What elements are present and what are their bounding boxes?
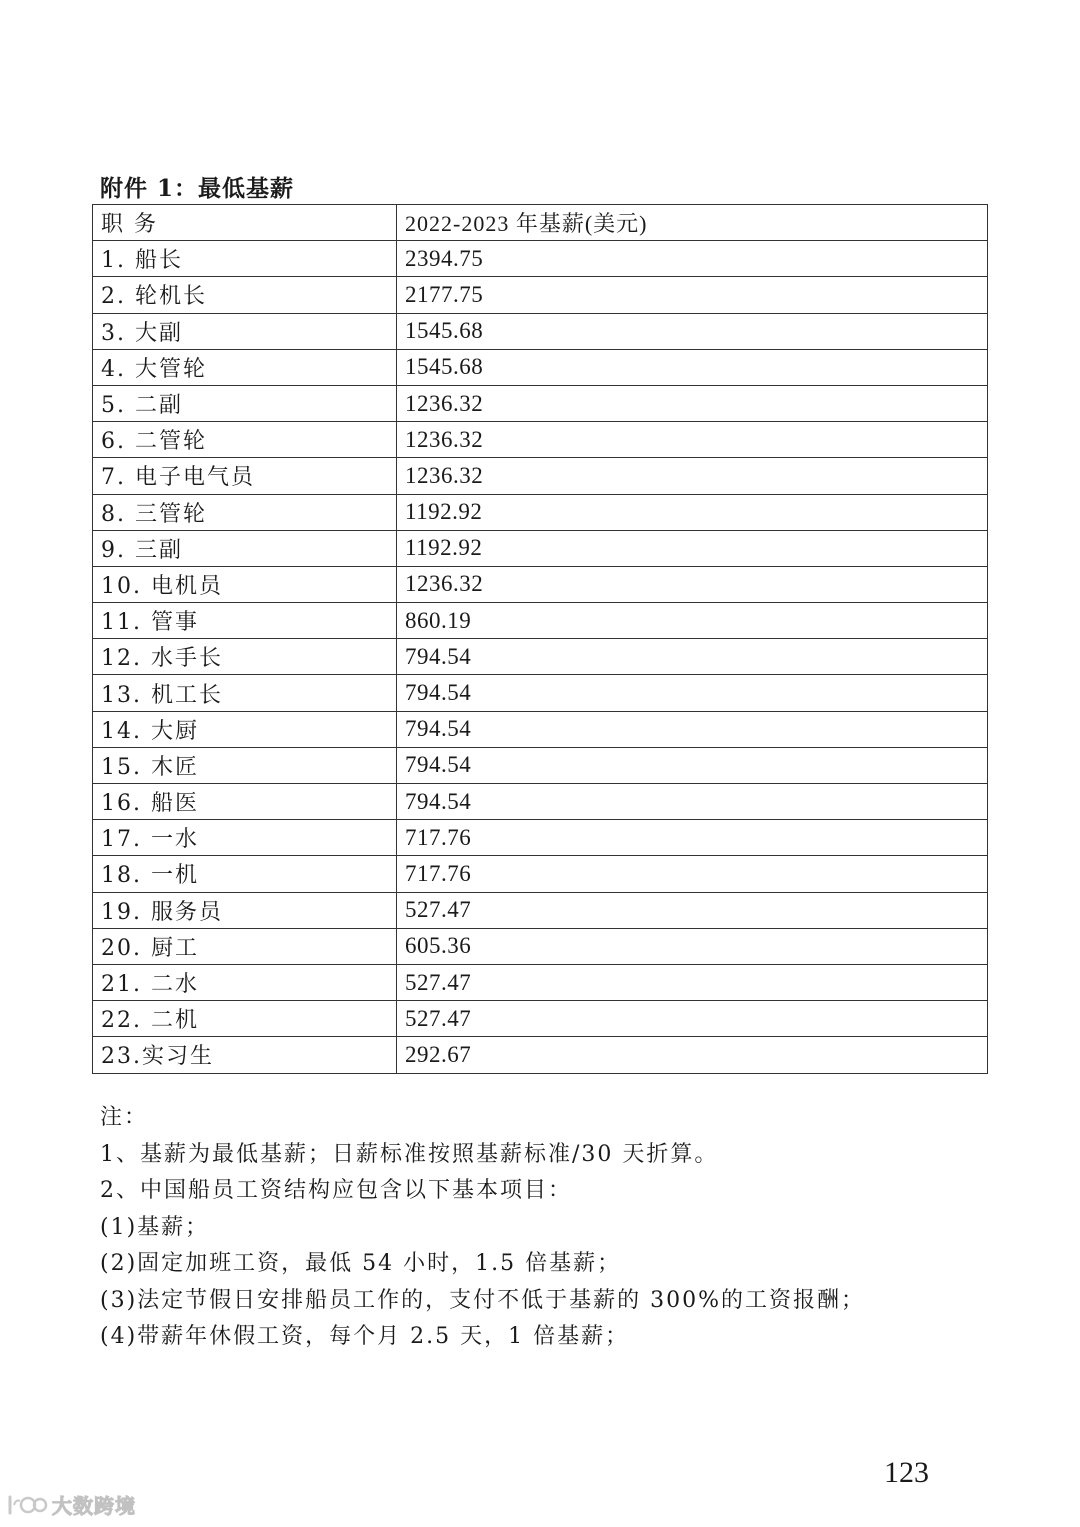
table-row xyxy=(93,603,988,639)
cell-wage: 794.54 xyxy=(397,747,988,783)
table-row xyxy=(93,530,988,566)
table-row xyxy=(93,277,988,313)
note-line: (4)带薪年休假工资，每个月 2.5 天，1 倍基薪； xyxy=(100,1324,630,1349)
cell-position: 7. 电子电气员 xyxy=(93,458,397,494)
table-row xyxy=(93,422,988,458)
page-number: 123 xyxy=(884,1456,929,1489)
cell-position: 21. 二水 xyxy=(93,964,397,1000)
cell-wage: 1545.68 xyxy=(397,313,988,349)
cell-position: 1. 船长 xyxy=(93,241,397,277)
note-line: 1、基薪为最低基薪；日薪标准按照基薪标准/30 天折算。 xyxy=(100,1141,719,1167)
note-line: (1)基薪； xyxy=(100,1214,210,1240)
watermark-logo-icon xyxy=(4,1491,48,1519)
cell-wage: 1192.92 xyxy=(397,494,988,530)
table-row xyxy=(93,1037,988,1073)
cell-wage: 292.67 xyxy=(397,1037,988,1073)
table-row xyxy=(93,1001,988,1037)
cell-position: 13. 机工长 xyxy=(93,675,397,711)
cell-wage: 717.76 xyxy=(397,820,988,856)
cell-position: 5. 二副 xyxy=(93,385,397,421)
cell-position: 22. 二机 xyxy=(93,1001,397,1037)
table-row xyxy=(93,639,988,675)
note-line: 2、中国船员工资结构应包含以下基本项目： xyxy=(100,1178,572,1203)
cell-wage: 717.76 xyxy=(397,856,988,892)
cell-position: 19. 服务员 xyxy=(93,892,397,928)
cell-wage: 794.54 xyxy=(397,784,988,820)
cell-wage: 527.47 xyxy=(397,1001,988,1037)
table-row xyxy=(93,494,988,530)
cell-wage: 1192.92 xyxy=(397,530,988,566)
cell-position: 23.实习生 xyxy=(93,1037,397,1073)
cell-wage: 860.19 xyxy=(397,603,988,639)
table-row xyxy=(93,820,988,856)
cell-wage: 1545.68 xyxy=(397,349,988,385)
cell-position: 2. 轮机长 xyxy=(93,277,397,313)
table-row xyxy=(93,385,988,421)
cell-position: 8. 三管轮 xyxy=(93,494,397,530)
table-row xyxy=(93,892,988,928)
note-line: (3)法定节假日安排船员工作的，支付不低于基薪的 300%的工资报酬； xyxy=(100,1287,866,1313)
cell-position: 20. 厨工 xyxy=(93,928,397,964)
cell-position: 3. 大副 xyxy=(93,313,397,349)
cell-wage: 1236.32 xyxy=(397,385,988,421)
table-row xyxy=(93,784,988,820)
cell-wage: 794.54 xyxy=(397,639,988,675)
cell-wage: 794.54 xyxy=(397,711,988,747)
cell-position: 16. 船医 xyxy=(93,784,397,820)
table-row xyxy=(93,313,988,349)
table-header-row xyxy=(93,205,988,241)
cell-position: 10. 电机员 xyxy=(93,566,397,602)
table-row xyxy=(93,566,988,602)
cell-wage: 605.36 xyxy=(397,928,988,964)
cell-wage: 527.47 xyxy=(397,964,988,1000)
column-header-position: 职 务 xyxy=(93,205,397,241)
cell-wage: 794.54 xyxy=(397,675,988,711)
table-row xyxy=(93,747,988,783)
table-row xyxy=(93,349,988,385)
table-row xyxy=(93,964,988,1000)
note-line: (2)固定加班工资，最低 54 小时，1.5 倍基薪； xyxy=(100,1251,622,1276)
page-title: 附件 1：最低基薪 xyxy=(100,175,295,202)
cell-wage: 1236.32 xyxy=(397,458,988,494)
notes-heading: 注： xyxy=(100,1105,149,1130)
cell-wage: 2177.75 xyxy=(397,277,988,313)
notes-section xyxy=(100,1100,980,1356)
cell-wage: 527.47 xyxy=(397,892,988,928)
cell-wage: 1236.32 xyxy=(397,566,988,602)
table-row xyxy=(93,241,988,277)
cell-wage: 1236.32 xyxy=(397,422,988,458)
watermark-text: 大数跨境 xyxy=(52,1494,136,1518)
cell-position: 17. 一水 xyxy=(93,820,397,856)
table-row xyxy=(93,675,988,711)
table-row xyxy=(93,458,988,494)
column-header-wage: 2022-2023 年基薪(美元) xyxy=(397,205,988,241)
cell-position: 12. 水手长 xyxy=(93,639,397,675)
cell-position: 4. 大管轮 xyxy=(93,349,397,385)
table-row xyxy=(93,856,988,892)
cell-position: 15. 木匠 xyxy=(93,747,397,783)
cell-position: 6. 二管轮 xyxy=(93,422,397,458)
table-row xyxy=(93,928,988,964)
cell-position: 9. 三副 xyxy=(93,530,397,566)
cell-position: 11. 管事 xyxy=(93,603,397,639)
table-row xyxy=(93,711,988,747)
table-body xyxy=(93,241,988,1073)
cell-position: 14. 大厨 xyxy=(93,711,397,747)
watermark xyxy=(4,1490,136,1519)
cell-position: 18. 一机 xyxy=(93,856,397,892)
minimum-wage-table xyxy=(92,204,988,1074)
cell-wage: 2394.75 xyxy=(397,241,988,277)
